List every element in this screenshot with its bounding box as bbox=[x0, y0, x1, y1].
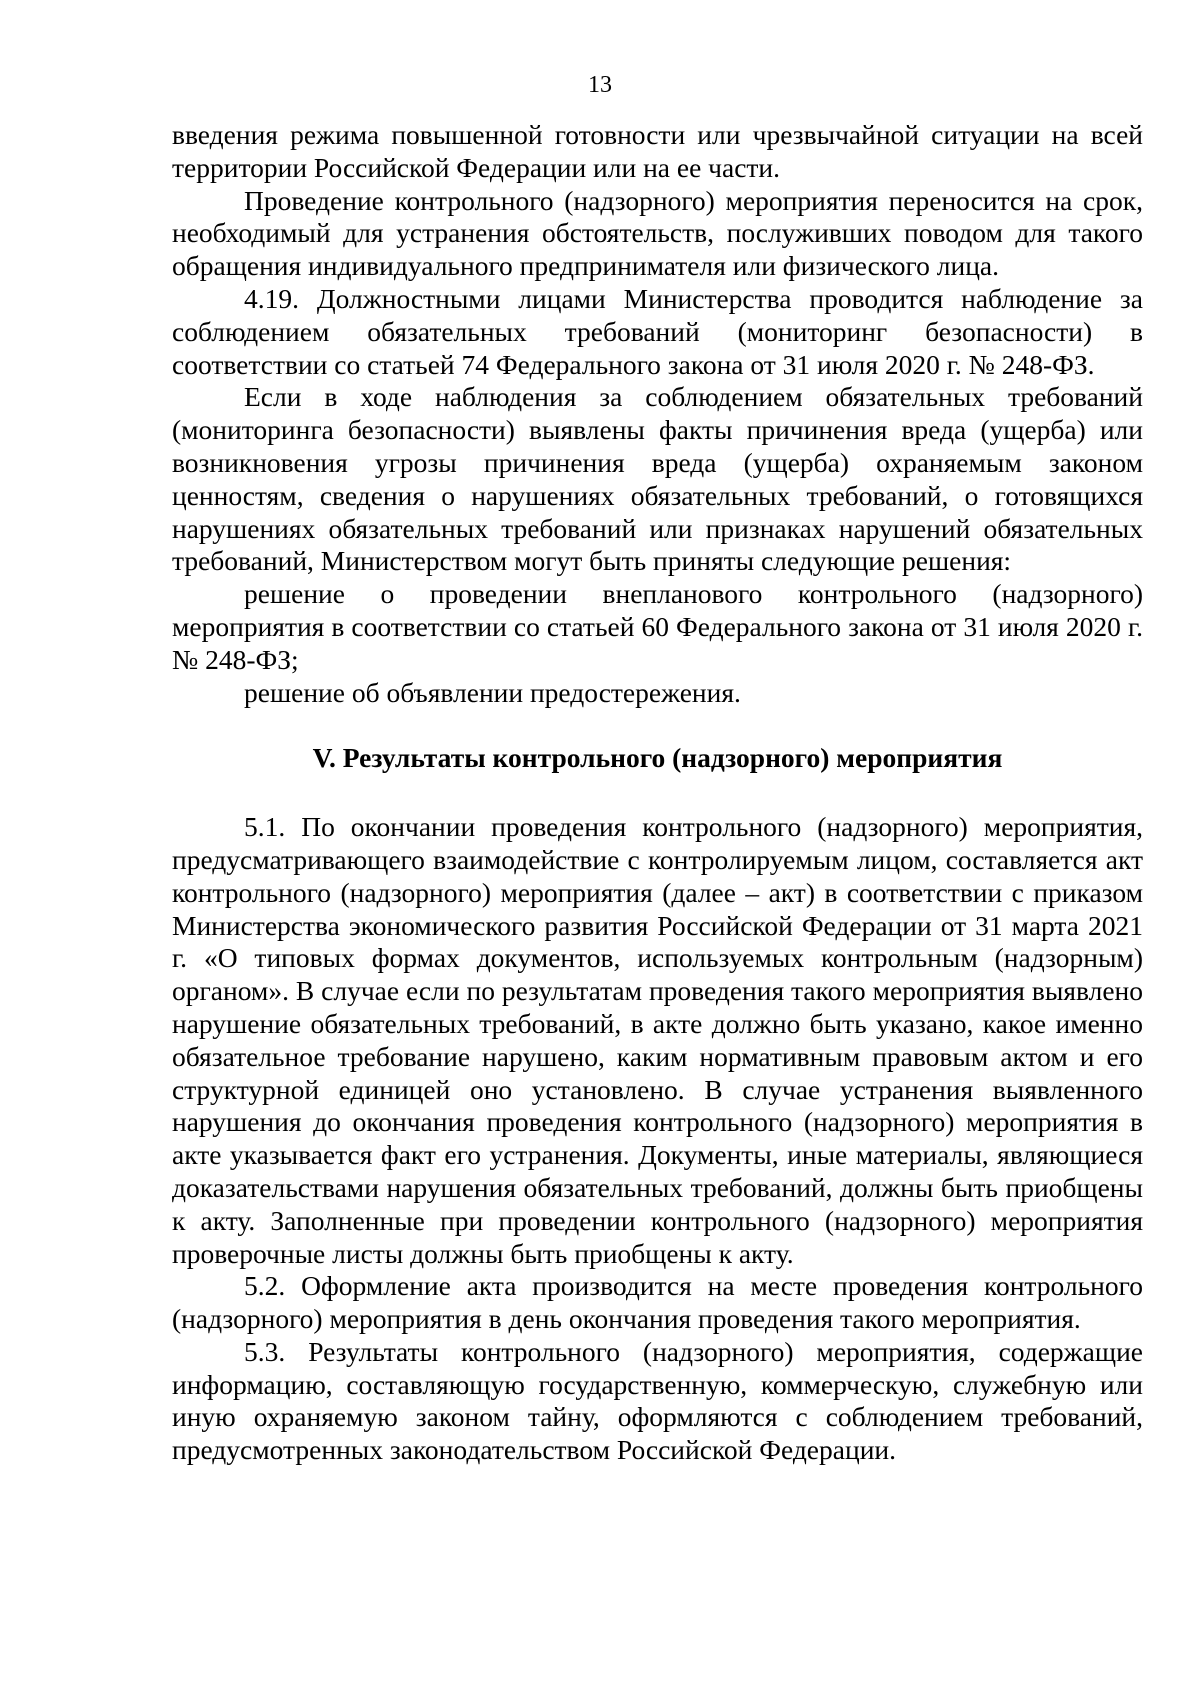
paragraph-continuation: введения режима повышенной готовности или чрезвычайной ситуации на всей территории Российской Федерации или на ее части. bbox=[172, 119, 1143, 183]
paragraph-decision-warning: решение об объявлении предостережения. bbox=[244, 676, 741, 708]
paragraph-5-1: 5.1. По окончании проведения контрольного (надзорного) мероприятия, предусматривающего взаимодействие с контролируемым лицом, составляется акт контрольного (надзорного) мероприятия (далее – акт) в соответствии с приказом Министерства экономического развития Российской Федерации от 31 марта 2021 г. «О типовых формах документов, используемых контрольным (надзорным) органом». В случае если по результатам проведения такого мероприятия выявлено нарушение обязательных требований, в акте должно быть указано, какое именно обязательное требование нарушено, каким нормативным правовым актом и его структурной единицей оно установлено. В случае устранения выявленного нарушения до окончания проведения контрольного (надзорного) мероприятия в акте указывается факт его устранения. Документы, иные материалы, являющиеся доказательствами нарушения обязательных требований, должны быть приобщены к акту. Заполненные при проведении контрольного (надзорного) мероприятия проверочные листы должны быть приобщены к акту. bbox=[172, 811, 1143, 1269]
paragraph-5-2: 5.2. Оформление акта производится на месте проведения контрольного (надзорного) мероприятия в день окончания проведения такого мероприятия. bbox=[172, 1270, 1143, 1335]
paragraph-5-3: 5.3. Результаты контрольного (надзорного) мероприятия, содержащие информацию, составляющую государственную, коммерческую, служебную или иную охраняемую законом тайну, оформляются с соблюдением требований, предусмотренных законодательством Российской Федерации. bbox=[172, 1335, 1143, 1466]
paragraph-monitoring-results: Если в ходе наблюдения за соблюдением обязательных требований (мониторинга безопасности) выявлены факты причинения вреда (ущерба) или возникновения угрозы причинения вреда (ущерба) охраняемым законом ценностям, сведения о нарушениях обязательных требований, о готовящихся нарушениях обязательных требований или признаках нарушений обязательных требований, Министерством могут быть приняты следующие решения: bbox=[172, 381, 1143, 577]
paragraph-decision-unscheduled: решение о проведении внепланового контрольного (надзорного) мероприятия в соответствии со статьей 60 Федерального закона от 31 июля 2020 г. № 248-ФЗ; bbox=[172, 578, 1143, 675]
paragraph-4-19: 4.19. Должностными лицами Министерства проводится наблюдение за соблюдением обязательных требований (мониторинг безопасности) в соответствии со статьей 74 Федерального закона от 31 июля 2020 г. № 248-ФЗ. bbox=[172, 282, 1143, 380]
document-body bbox=[172, 119, 1143, 1467]
page-number: 13 bbox=[588, 72, 612, 98]
section-heading: V. Результаты контрольного (надзорного) мероприятия bbox=[312, 742, 1003, 774]
paragraph-postponement: Проведение контрольного (надзорного) мероприятия переносится на срок, необходимый для устранения обстоятельств, послуживших поводом для такого обращения индивидуального предпринимателя или физического лица. bbox=[172, 184, 1143, 282]
